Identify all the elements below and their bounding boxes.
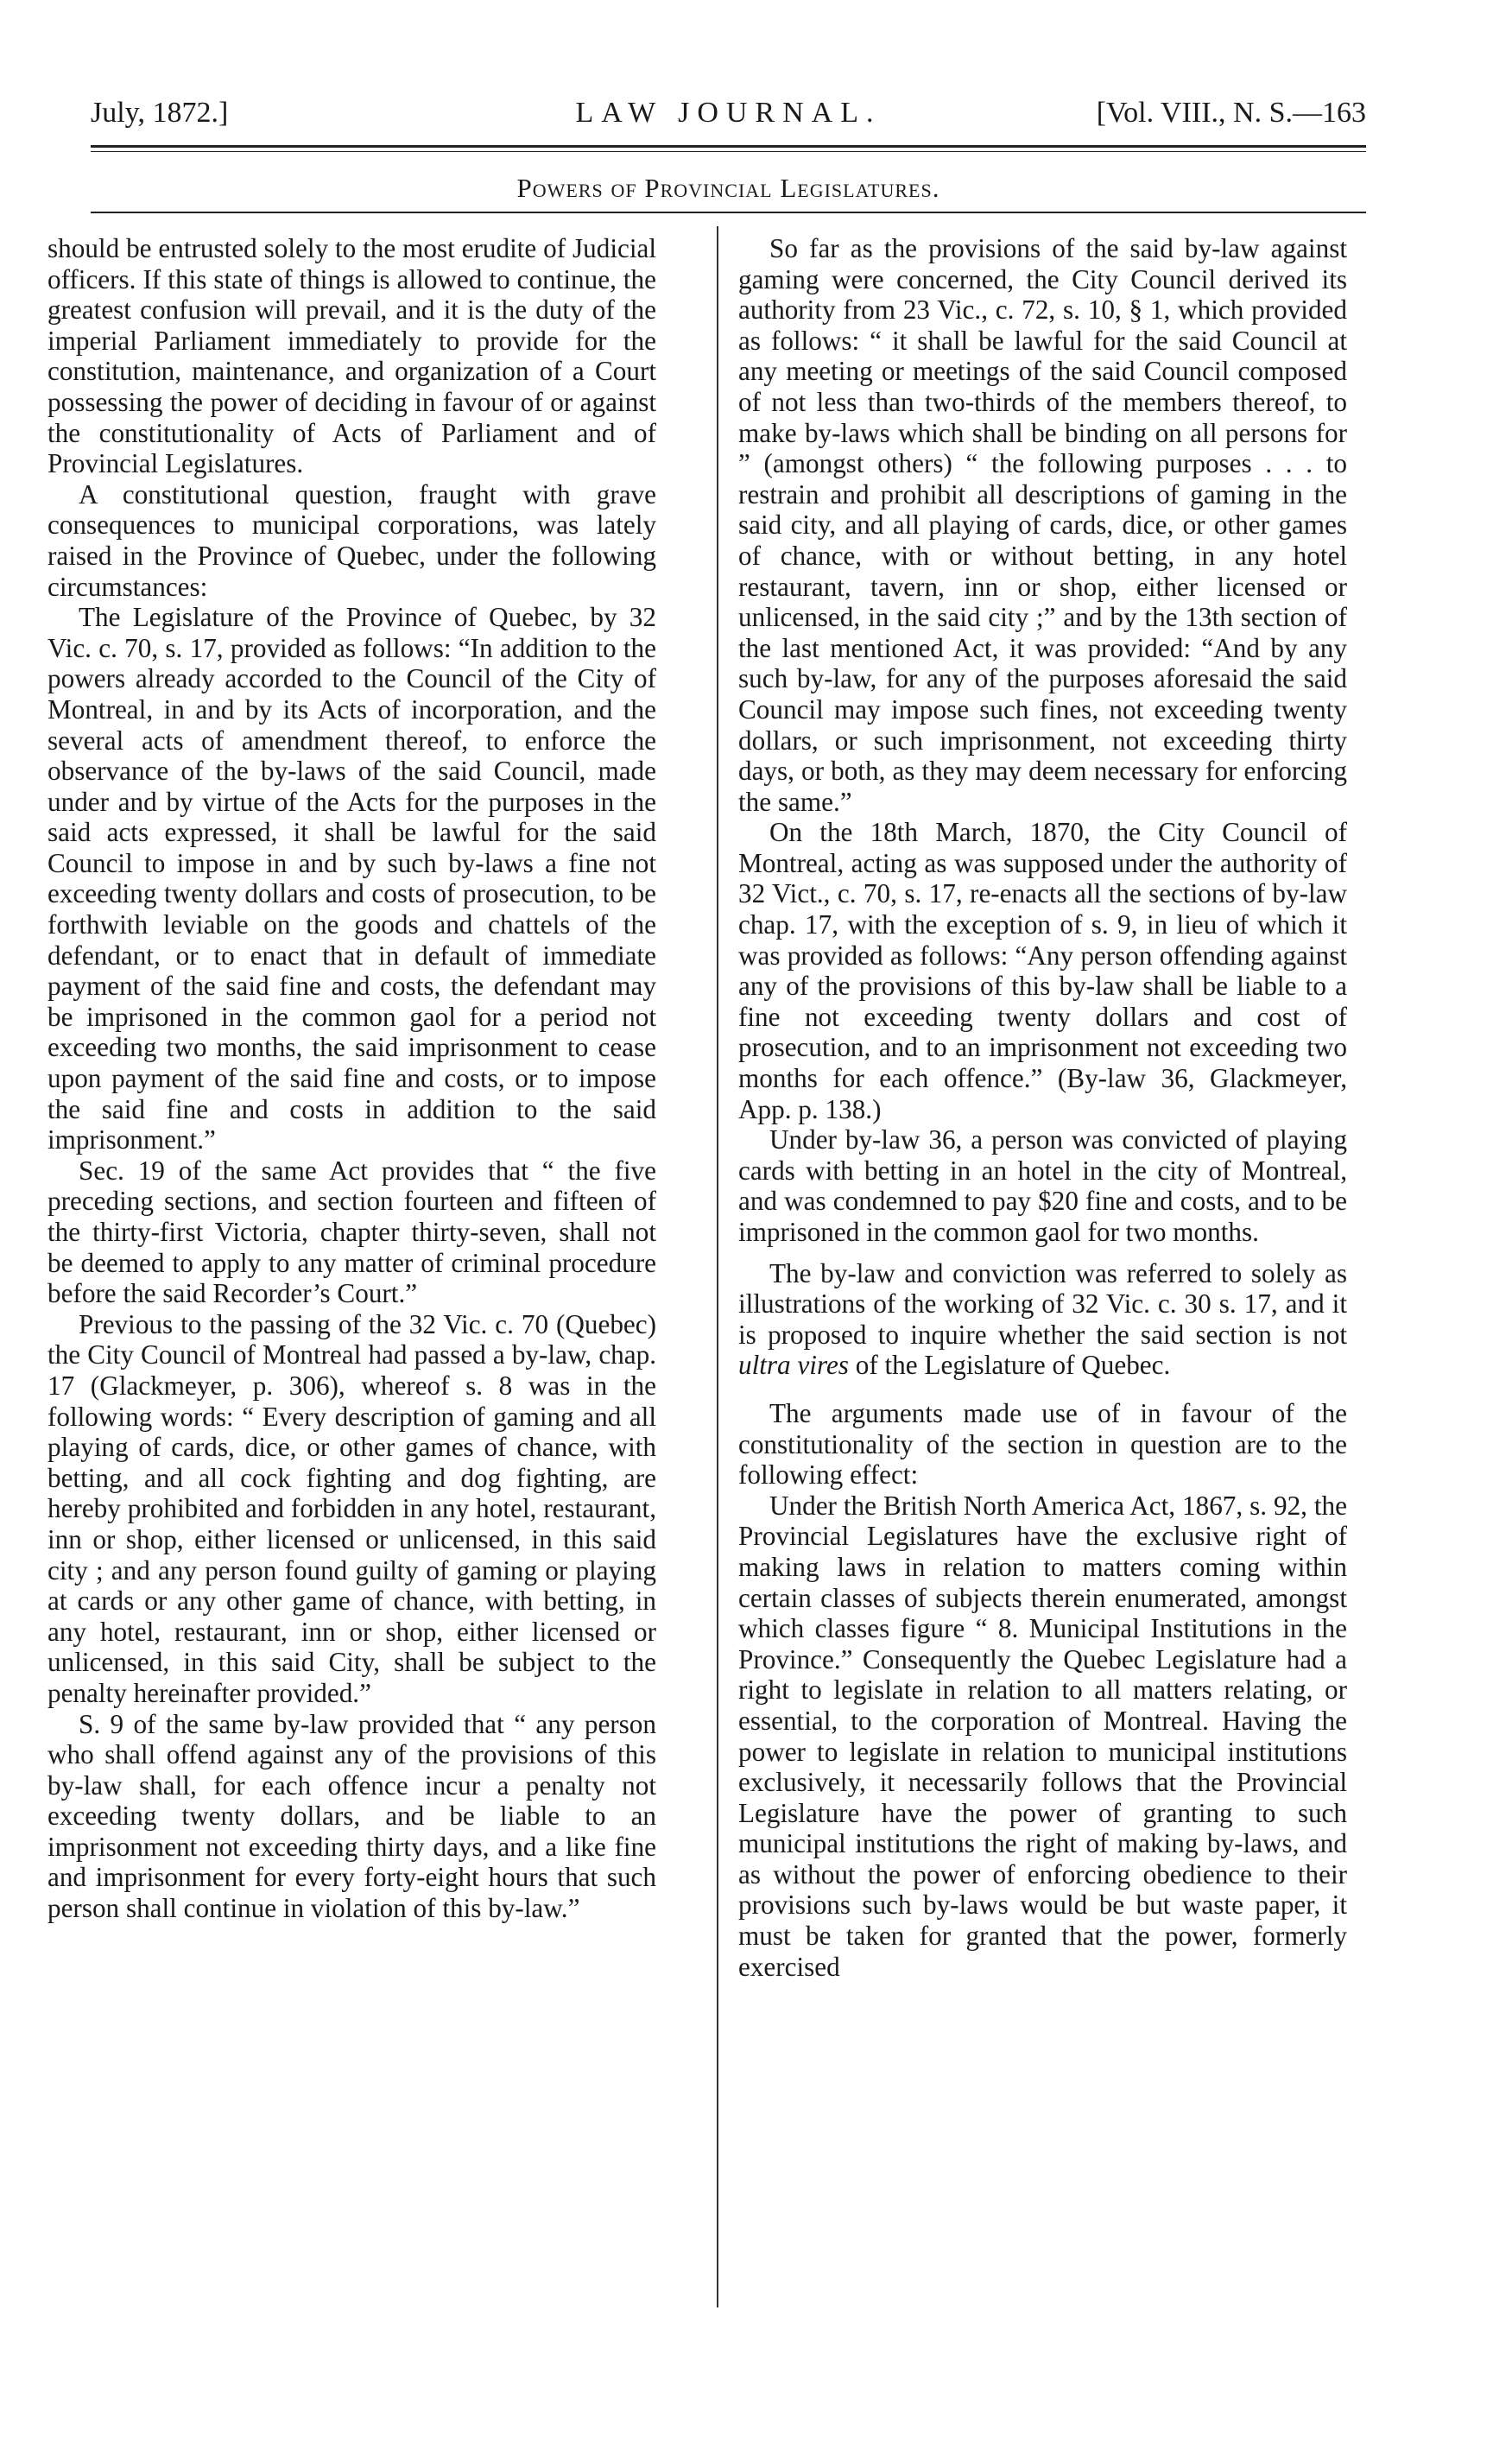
paragraph: Previous to the passing of the 32 Vic. c. 70 (Quebec) the City Council of Montreal had passed a by-law, chap. 17 (Glackmeyer, p. 306), whereof s. 8 was in the following words: “ Every description of gaming and all playing of cards, dice, or other games of chance, with betting, and all cock fighting and dog fighting, are hereby prohibited and forbidden in any hotel, restaurant, inn or shop, either licensed or unlicensed, in this said city ; and any person found guilty of gaming or playing at cards or any other game of chance, with betting, in any hotel, restaurant, inn or shop, either licensed or unlicensed, in this said City, shall be subject to the penalty hereinafter provided.” xyxy=(47,1308,656,1708)
column-divider xyxy=(717,226,718,2307)
header-volume: [Vol. VIII., N. S.—163 xyxy=(1096,97,1366,129)
paragraph-text: The by-law and conviction was referred to solely as illustrations of the working of 32 Vic. c. 30 s. 17, and it is proposed to inquire whether the said section is not xyxy=(738,1257,1347,1350)
paragraph: Sec. 19 of the same Act provides that “ the five preceding sections, and section fourteen and fifteen of the thirty-first Victoria, chapter thirty-seven, shall not be deemed to apply to any matter of criminal procedure before the said Recorder’s Court.” xyxy=(47,1155,656,1309)
paragraph: A constitutional question, fraught with grave consequences to municipal corporations, was lately raised in the Province of Quebec, under the following circumstances: xyxy=(47,478,656,602)
paragraph: On the 18th March, 1870, the City Council of Montreal, acting as was supposed under the authority of 32 Vict., c. 70, s. 17, re-enacts all the sections of by-law chap. 17, with the exception of s. 9, in lieu of which it was provided as follows: “Any person offending against any of the provisions of this by-law shall be liable to a fine not exceeding twenty dollars and cost of prosecution, and to an imprisonment not exceeding two months for each offence.” (By-law 36, Glackmeyer, App. p. 138.) xyxy=(738,817,1347,1124)
paragraph: should be entrusted solely to the most erudite of Judicial officers. If this state of things is allowed to continue, the greatest confusion will prevail, and it is the duty of the imperial Parliament immediately to provide for the constitution, maintenance, and organization of a Court possessing the power of deciding in favour of or against the constitutionality of Acts of Parliament and of Provincial Legislatures. xyxy=(47,233,656,479)
paragraph-text: of the Legislature of Quebec. xyxy=(848,1350,1171,1381)
paragraph: S. 9 of the same by-law provided that “ any person who shall offend against any of the provisions of this by-law shall, for each offence incur a penalty not exceeding twenty dollars, and be liable to an imprisonment not exceeding thirty days, and a like fine and imprisonment for every forty-eight hours that such person shall continue in violation of this by-law.” xyxy=(47,1708,656,1924)
header-rule xyxy=(91,145,1366,148)
italic-term: ultra vires xyxy=(738,1350,849,1381)
left-column xyxy=(47,233,656,1924)
header-rule-thin xyxy=(91,151,1366,152)
section-title: Powers of Provincial Legislatures. xyxy=(516,173,940,203)
paragraph: Under the British North America Act, 1867, s. 92, the Provincial Legislatures have the exclusive right of making laws in relation to matters coming within certain classes of subjects therein enumerated, amongst which classes figure “ 8. Municipal Institutions in the Province.” Consequently the Quebec Legislature had a right to legislate in relation to all matters relating, or essential, to the corporation of Montreal. Having the power to legislate in relation to municipal institutions exclusively, it necessarily follows that the Provincial Legislature have the power of granting to such municipal institutions the right of making by-laws, and as without the power of enforcing obedience to their provisions such by-laws would be but waste paper, it must be taken for granted that the power, formerly exercised xyxy=(738,1490,1347,1982)
paragraph: The arguments made use of in favour of the constitutionality of the section in question are to the following effect: xyxy=(738,1397,1347,1491)
header-journal-title: LAW JOURNAL. xyxy=(575,97,882,129)
paragraph: The Legislature of the Province of Quebec, by 32 Vic. c. 70, s. 17, provided as follows: “In addition to the powers already accorded to the Council of the City of Montreal, in and by its Acts of incorporation, and the several acts of amendment thereof, to enforce the observance of the by-laws of the said Council, made under and by virtue of the Acts for the purposes in the said acts expressed, it shall be lawful for the said Council to impose in and by such by-laws a fine not exceeding twenty dollars and costs of prosecution, to be forthwith leviable on the goods and chattels of the defendant, or to enact that in default of immediate payment of the said fine and costs, the defendant may be imprisoned in the common gaol for a period not exceeding two months, the said imprisonment to cease upon payment of the said fine and costs, or to impose the said fine and costs in addition to the said imprisonment.” xyxy=(47,602,656,1155)
paragraph xyxy=(738,1258,1347,1381)
header-date: July, 1872.] xyxy=(91,97,229,129)
section-rule xyxy=(91,212,1366,213)
paragraph: So far as the provisions of the said by-law against gaming were concerned, the City Council derived its authority from 23 Vic., c. 72, s. 10, § 1, which provided as follows: “ it shall be lawful for the said Council at any meeting or meetings of the said Council composed of not less than two-thirds of the members thereof, to make by-laws which shall be binding on all persons for ” (amongst others) “ the following purposes . . . to restrain and prohibit all descriptions of gaming in the said city, and all playing of cards, dice, or other games of chance, with or without betting, in any hotel restaurant, tavern, inn or shop, either licensed or unlicensed, in the said city ;” and by the 13th section of the last mentioned Act, it was provided: “And by any such by-law, for any of the purposes aforesaid the said Council may impose such fines, not exceeding twenty dollars, or such imprisonment, not exceeding thirty days, or both, as they may deem necessary for enforcing the same.” xyxy=(738,233,1347,817)
page-header xyxy=(91,97,1366,140)
right-column xyxy=(738,233,1347,1982)
paragraph: Under by-law 36, a person was convicted of playing cards with betting in an hotel in the city of Montreal, and was condemned to pay $20 fine and costs, and to be imprisoned in the common gaol for two months. xyxy=(738,1124,1347,1247)
